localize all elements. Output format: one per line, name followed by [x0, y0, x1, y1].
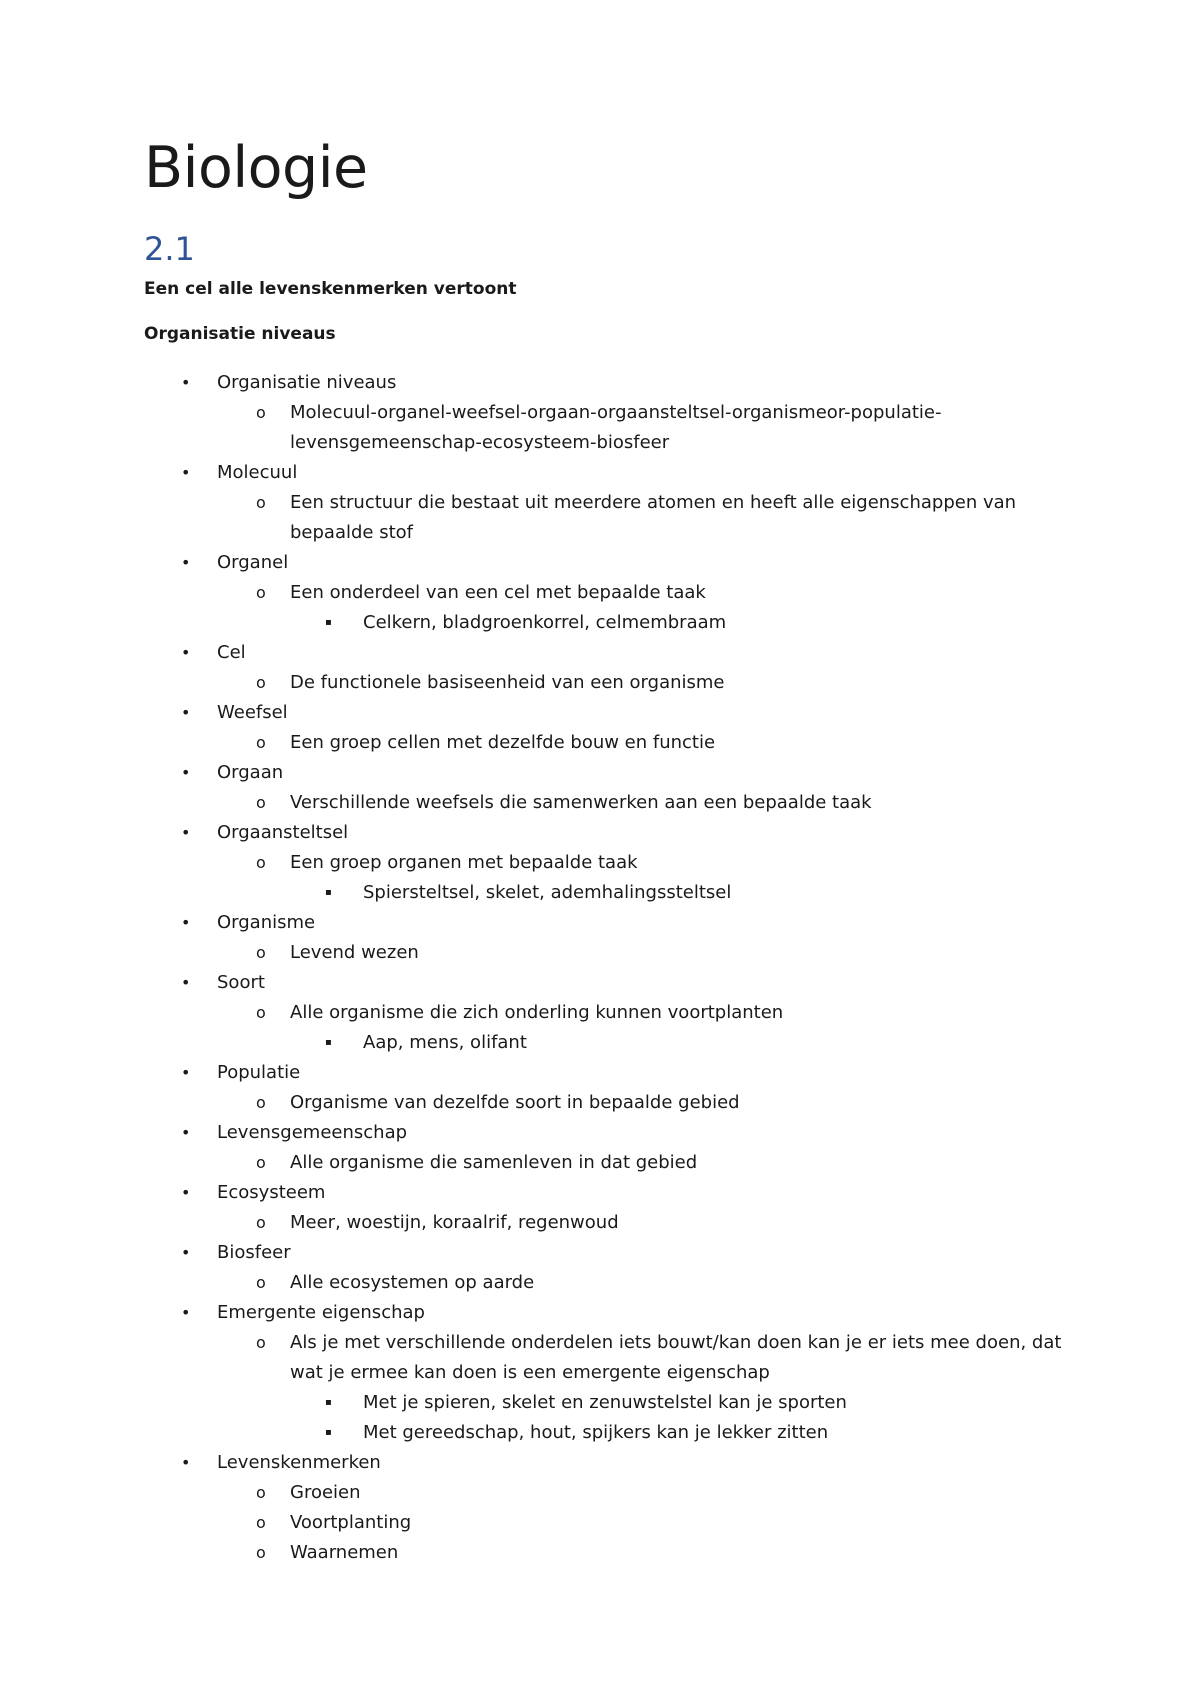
sub-list-item-text: Groeien [290, 1482, 361, 1503]
bullet-marker: o [256, 1483, 266, 1502]
sub-list-item [0, 1208, 1200, 1238]
bullet-marker: o [256, 493, 266, 512]
sub-list-item-text: Een structuur die bestaat uit meerdere atomen en heeft alle eigenschappen van bepaalde stof [290, 492, 1017, 543]
sub-list-item-text: De functionele basiseenheid van een organisme [290, 672, 725, 693]
bullet-marker: o [256, 943, 266, 962]
list-item-text: Soort [217, 972, 265, 993]
sub-list-item [0, 1268, 1200, 1298]
bullet-marker: o [256, 793, 266, 812]
bullet-marker: o [256, 403, 266, 422]
bullet-marker: • [181, 763, 191, 782]
bullet-marker: • [181, 553, 191, 572]
sub-list-item [0, 848, 1200, 878]
sub-list-item [0, 1088, 1200, 1118]
bullet-marker: o [256, 583, 266, 602]
list-item [0, 698, 1200, 728]
document-title: Biologie [144, 135, 368, 201]
sub-list-item [0, 1508, 1200, 1538]
bullet-marker: ▪ [325, 1037, 332, 1048]
bullet-marker: o [256, 1153, 266, 1172]
list-item [0, 548, 1200, 578]
bullet-marker: • [181, 1183, 191, 1202]
list-item-text: Organisatie niveaus [217, 372, 397, 393]
sub-sub-list-item [0, 1418, 1200, 1448]
sub-list-item [0, 1538, 1200, 1568]
sub-list-item [0, 488, 1200, 548]
list-item-text: Ecosysteem [217, 1182, 326, 1203]
bullet-marker: o [256, 1333, 266, 1352]
bullet-marker: o [256, 1093, 266, 1112]
sub-sub-list-item-text: Met gereedschap, hout, spijkers kan je lekker zitten [363, 1422, 829, 1443]
list-item [0, 638, 1200, 668]
bullet-marker: o [256, 1273, 266, 1292]
sub-sub-list-item [0, 608, 1200, 638]
list-item [0, 1118, 1200, 1148]
bullet-marker: • [181, 1243, 191, 1262]
bullet-marker: • [181, 1303, 191, 1322]
sub-list-item-text: Verschillende weefsels die samenwerken aan een bepaalde taak [290, 792, 872, 813]
sub-sub-list-item-text: Spiersteltsel, skelet, ademhalingssteltsel [363, 882, 732, 903]
sub-list-item-text: Alle organisme die zich onderling kunnen voortplanten [290, 1002, 784, 1023]
sub-list-item-text: Waarnemen [290, 1542, 399, 1563]
list-item-text: Organisme [217, 912, 316, 933]
list-item [0, 818, 1200, 848]
list-item [0, 458, 1200, 488]
bullet-marker: ▪ [325, 617, 332, 628]
bullet-marker: o [256, 733, 266, 752]
bullet-marker: • [181, 703, 191, 722]
bullet-marker: • [181, 1123, 191, 1142]
list-item-text: Populatie [217, 1062, 301, 1083]
sub-sub-list-item-text: Aap, mens, olifant [363, 1032, 527, 1053]
sub-sub-list-item-text: Celkern, bladgroenkorrel, celmembraam [363, 612, 727, 633]
list-item-text: Levenskenmerken [217, 1452, 381, 1473]
bullet-marker: • [181, 373, 191, 392]
sub-list-item [0, 728, 1200, 758]
subheading-1: Een cel alle levenskenmerken vertoont [144, 279, 517, 299]
sub-list-item [0, 668, 1200, 698]
bullet-marker: • [181, 463, 191, 482]
list-item-text: Organel [217, 552, 289, 573]
sub-list-item-text: Een onderdeel van een cel met bepaalde taak [290, 582, 706, 603]
list-item [0, 1298, 1200, 1328]
sub-list-item-text: Alle organisme die samenleven in dat gebied [290, 1152, 698, 1173]
bullet-marker: • [181, 823, 191, 842]
list-item-text: Emergente eigenschap [217, 1302, 425, 1323]
list-item [0, 968, 1200, 998]
sub-list-item [0, 998, 1200, 1028]
bullet-marker: o [256, 1003, 266, 1022]
sub-sub-list-item [0, 878, 1200, 908]
list-item [0, 758, 1200, 788]
sub-list-item-text: Als je met verschillende onderdelen iets bouwt/kan doen kan je er iets mee doen, dat wat je ermee kan doen is een emergente eigenschap [290, 1332, 1062, 1383]
sub-sub-list-item-text: Met je spieren, skelet en zenuwstelstel kan je sporten [363, 1392, 847, 1413]
sub-list-item [0, 938, 1200, 968]
sub-list-item [0, 398, 1200, 458]
list-item-text: Cel [217, 642, 246, 663]
bullet-outline [0, 368, 1200, 1568]
bullet-marker: ▪ [325, 1427, 332, 1438]
bullet-marker: • [181, 1063, 191, 1082]
bullet-marker: o [256, 853, 266, 872]
bullet-marker: o [256, 1213, 266, 1232]
bullet-marker: • [181, 913, 191, 932]
sub-list-item-text: Alle ecosystemen op aarde [290, 1272, 535, 1293]
list-item-text: Biosfeer [217, 1242, 291, 1263]
list-item-text: Molecuul [217, 462, 298, 483]
list-item [0, 908, 1200, 938]
bullet-marker: ▪ [325, 1397, 332, 1408]
sub-list-item [0, 1478, 1200, 1508]
sub-list-item-text: Een groep cellen met dezelfde bouw en functie [290, 732, 716, 753]
sub-list-item [0, 1148, 1200, 1178]
bullet-marker: o [256, 673, 266, 692]
bullet-marker: o [256, 1543, 266, 1562]
sub-list-item-text: Meer, woestijn, koraalrif, regenwoud [290, 1212, 619, 1233]
sub-sub-list-item [0, 1388, 1200, 1418]
bullet-marker: • [181, 643, 191, 662]
sub-list-item [0, 1328, 1200, 1388]
sub-list-item [0, 578, 1200, 608]
list-item [0, 1058, 1200, 1088]
sub-list-item-text: Levend wezen [290, 942, 419, 963]
sub-sub-list-item [0, 1028, 1200, 1058]
list-item-text: Levensgemeenschap [217, 1122, 408, 1143]
list-item-text: Weefsel [217, 702, 288, 723]
sub-list-item-text: Een groep organen met bepaalde taak [290, 852, 638, 873]
sub-list-item-text: Organisme van dezelfde soort in bepaalde gebied [290, 1092, 740, 1113]
list-item [0, 1238, 1200, 1268]
bullet-marker: • [181, 973, 191, 992]
list-item [0, 368, 1200, 398]
list-item [0, 1448, 1200, 1478]
sub-list-item-text: Molecuul-organel-weefsel-orgaan-orgaansteltsel-organismeor-populatie-levensgemeenschap-ecosysteem-biosfeer [290, 402, 942, 453]
bullet-marker: ▪ [325, 887, 332, 898]
sub-list-item-text: Voortplanting [290, 1512, 412, 1533]
subheading-2: Organisatie niveaus [144, 324, 336, 344]
list-item-text: Orgaansteltsel [217, 822, 349, 843]
list-item-text: Orgaan [217, 762, 284, 783]
bullet-marker: • [181, 1453, 191, 1472]
list-item [0, 1178, 1200, 1208]
sub-list-item [0, 788, 1200, 818]
bullet-marker: o [256, 1513, 266, 1532]
section-heading: 2.1 [144, 230, 195, 268]
